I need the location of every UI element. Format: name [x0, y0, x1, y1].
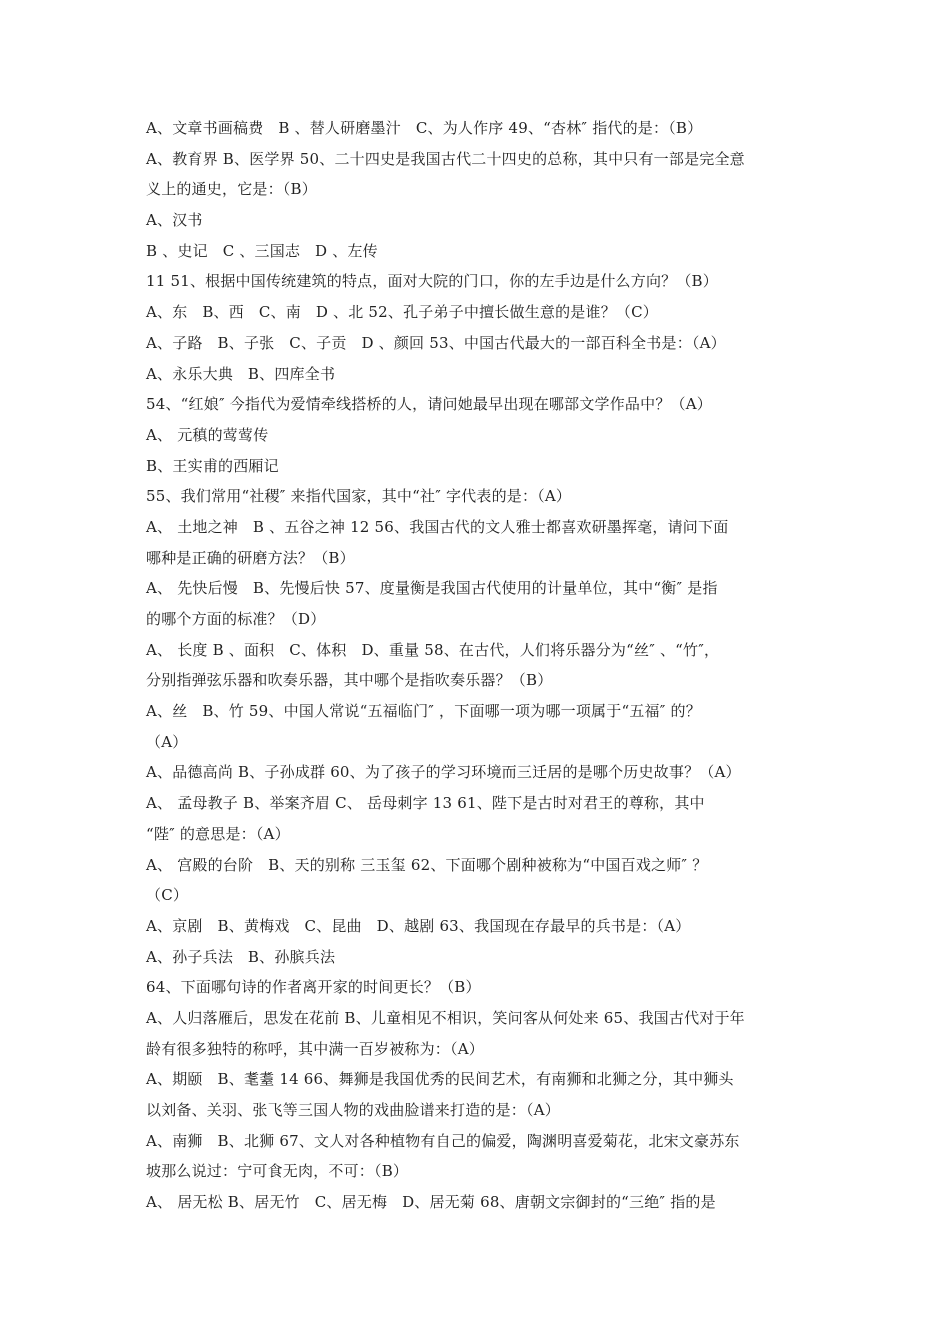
- text-line: A、东 B、西 C、南 D 、北 52、孔子弟子中擅长做生意的是谁？（C）: [146, 303, 658, 322]
- text-line: A、 先快后慢 B、先慢后快 57、度量衡是我国古代使用的计量单位，其中“衡″ 是指: [146, 579, 718, 598]
- text-line: A、永乐大典 B、四库全书: [146, 364, 336, 383]
- text-line: A、 居无松 B、居无竹 C、居无梅 D、居无菊 68、唐朝文宗御封的“三绝″ 指的是: [146, 1193, 716, 1212]
- text-line: 的哪个方面的标准？（D）: [146, 610, 326, 628]
- text-line: A、 孟母教子 B、举案齐眉 C、 岳母刺字 13 61、陛下是古时对君王的尊称，其中: [146, 794, 705, 813]
- text-line: A、 元稹的莺莺传: [146, 425, 269, 444]
- text-line: A、子路 B、子张 C、子贡 D 、颜回 53、中国古代最大的一部百科全书是：（A）: [146, 333, 726, 352]
- text-line: 分别指弹弦乐器和吹奏乐器，其中哪个是指吹奏乐器？（B）: [146, 671, 553, 690]
- text-line: “陛″ 的意思是：（A）: [146, 824, 290, 843]
- text-line: 55、我们常用“社稷″ 来指代国家，其中“社″ 字代表的是：（A）: [146, 487, 572, 506]
- text-line: A、 长度 B 、面积 C、体积 D、重量 58、在古代，人们将乐器分为“丝″ 、“竹″，: [146, 640, 720, 659]
- text-line: 54、“红娘″ 今指代为爱情牵线搭桥的人，请问她最早出现在哪部文学作品中？（A）: [146, 395, 712, 414]
- text-line: A、孙子兵法 B、孙膑兵法: [146, 947, 336, 966]
- text-line: B、王实甫的西厢记: [146, 456, 279, 475]
- text-line: A、 土地之神 B 、五谷之神 12 56、我国古代的文人雅士都喜欢研墨挥毫，请问下面: [146, 517, 729, 536]
- text-line: B 、史记 C 、三国志 D 、左传: [146, 241, 378, 260]
- text-line: A、汉书: [146, 211, 203, 230]
- text-line: A、京剧 B、黄梅戏 C、昆曲 D、越剧 63、我国现在存最早的兵书是：（A）: [146, 916, 691, 935]
- text-line: 以刘备、关羽、张飞等三国人物的戏曲脸谱来打造的是：（A）: [146, 1101, 560, 1119]
- text-line: 坡那么说过：宁可食无肉，不可：（B）: [146, 1162, 409, 1181]
- text-line: 义上的通史，它是：（B）: [146, 180, 317, 199]
- text-line: 哪种是正确的研磨方法？（B）: [146, 548, 355, 567]
- text-line: A、南狮 B、北狮 67、文人对各种植物有自己的偏爱，陶渊明喜爱菊花，北宋文豪苏东: [146, 1131, 740, 1150]
- text-line: 龄有很多独特的称呼，其中满一百岁被称为：（A）: [146, 1039, 484, 1058]
- text-line: 64、下面哪句诗的作者离开家的时间更长？（B）: [146, 978, 481, 997]
- document-body: [146, 113, 826, 1218]
- text-line: A、品德高尚 B、子孙成群 60、为了孩子的学习环境而三迁居的是哪个历史故事？（A）: [146, 763, 741, 782]
- text-line: A、人归落雁后，思发在花前 B、儿童相见不相识，笑问客从何处来 65、我国古代对于年: [146, 1008, 745, 1027]
- text-line: A、教育界 B、医学界 50、二十四史是我国古代二十四史的总称，其中只有一部是完全意: [146, 149, 745, 168]
- text-line: （A）: [146, 732, 188, 751]
- text-line: A、丝 B、竹 59、中国人常说“五福临门″ ，下面哪一项为哪一项属于“五福″ 的？: [146, 702, 701, 721]
- text-line: 11 51、根据中国传统建筑的特点，面对大院的门口，你的左手边是什么方向？（B）: [146, 272, 718, 291]
- text-line: A、文章书画稿费 B 、替人研磨墨汁 C、为人作序 49、“杏林″ 指代的是：（B）: [146, 119, 703, 137]
- text-line: （C）: [146, 886, 189, 905]
- text-line: A、期颐 B、耄耋 14 66、舞狮是我国优秀的民间艺术，有南狮和北狮之分，其中狮头: [146, 1070, 734, 1089]
- text-line: A、 宫殿的台阶 B、天的别称 三玉玺 62、下面哪个剧种被称为“中国百戏之师″ ？: [146, 855, 708, 874]
